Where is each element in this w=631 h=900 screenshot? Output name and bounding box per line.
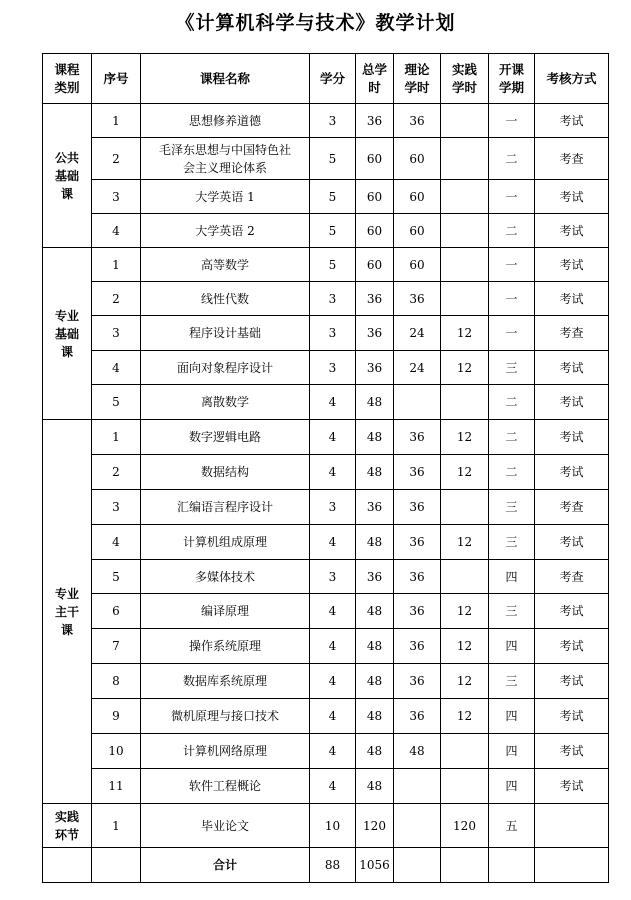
course-theory-hours	[394, 385, 441, 420]
course-term: 三	[489, 490, 535, 525]
course-assessment: 考试	[535, 664, 609, 699]
table-row	[43, 138, 609, 180]
header-term: 开课 学期	[489, 54, 535, 104]
header-category: 课程 类别	[43, 54, 92, 104]
course-term: 一	[489, 180, 535, 214]
course-term: 一	[489, 316, 535, 351]
course-total-hours: 48	[356, 769, 394, 804]
course-credit: 4	[310, 420, 356, 455]
course-credit: 4	[310, 525, 356, 560]
course-number: 10	[92, 734, 141, 769]
course-practice-hours: 12	[441, 455, 489, 490]
course-credit: 4	[310, 769, 356, 804]
course-theory-hours: 36	[394, 560, 441, 594]
course-practice-hours: 120	[441, 804, 489, 848]
total-hours: 1056	[356, 848, 394, 883]
course-number: 11	[92, 769, 141, 804]
course-credit: 5	[310, 138, 356, 180]
course-name: 高等数学	[141, 248, 310, 282]
course-credit: 4	[310, 594, 356, 629]
course-number: 1	[92, 104, 141, 138]
course-number: 1	[92, 420, 141, 455]
course-theory-hours: 60	[394, 248, 441, 282]
course-theory-hours: 36	[394, 525, 441, 560]
header-theory-hours: 理论 学时	[394, 54, 441, 104]
course-term: 三	[489, 525, 535, 560]
course-practice-hours: 12	[441, 316, 489, 351]
course-total-hours: 48	[356, 385, 394, 420]
course-credit: 4	[310, 699, 356, 734]
course-total-hours: 36	[356, 351, 394, 385]
course-term: 二	[489, 214, 535, 248]
course-practice-hours	[441, 248, 489, 282]
course-theory-hours: 36	[394, 699, 441, 734]
course-number: 5	[92, 385, 141, 420]
total-credit: 88	[310, 848, 356, 883]
table-row	[43, 769, 609, 804]
course-theory-hours	[394, 804, 441, 848]
course-name: 程序设计基础	[141, 316, 310, 351]
course-term: 二	[489, 420, 535, 455]
course-theory-hours: 60	[394, 138, 441, 180]
table-row	[43, 104, 609, 138]
total-label: 合计	[141, 848, 310, 883]
teaching-plan-table	[42, 53, 609, 883]
course-total-hours: 48	[356, 664, 394, 699]
course-number: 1	[92, 804, 141, 848]
course-practice-hours	[441, 282, 489, 316]
course-name: 微机原理与接口技术	[141, 699, 310, 734]
header-practice-hours: 实践 学时	[441, 54, 489, 104]
table-row	[43, 455, 609, 490]
course-total-hours: 48	[356, 525, 394, 560]
course-name: 编译原理	[141, 594, 310, 629]
course-assessment: 考试	[535, 734, 609, 769]
course-practice-hours	[441, 214, 489, 248]
course-term: 三	[489, 664, 535, 699]
total-empty-cell	[535, 848, 609, 883]
course-practice-hours	[441, 385, 489, 420]
course-name: 汇编语言程序设计	[141, 490, 310, 525]
total-empty-cell	[441, 848, 489, 883]
course-credit: 3	[310, 316, 356, 351]
course-practice-hours	[441, 180, 489, 214]
course-assessment: 考试	[535, 629, 609, 664]
header-total-hours: 总学 时	[356, 54, 394, 104]
course-assessment: 考查	[535, 316, 609, 351]
course-number: 2	[92, 282, 141, 316]
course-practice-hours: 12	[441, 351, 489, 385]
course-total-hours: 36	[356, 560, 394, 594]
table-row	[43, 214, 609, 248]
course-assessment: 考试	[535, 282, 609, 316]
page-title: 《计算机科学与技术》教学计划	[175, 12, 456, 34]
course-number: 5	[92, 560, 141, 594]
course-theory-hours: 24	[394, 351, 441, 385]
course-number: 3	[92, 316, 141, 351]
course-term: 一	[489, 282, 535, 316]
course-number: 4	[92, 214, 141, 248]
course-practice-hours: 12	[441, 420, 489, 455]
table-row	[43, 351, 609, 385]
course-assessment: 考试	[535, 769, 609, 804]
course-practice-hours: 12	[441, 594, 489, 629]
course-theory-hours: 24	[394, 316, 441, 351]
course-name: 软件工程概论	[141, 769, 310, 804]
course-practice-hours: 12	[441, 664, 489, 699]
table-row	[43, 664, 609, 699]
table-row	[43, 560, 609, 594]
category-cell: 专业 基础 课	[43, 248, 92, 420]
course-credit: 5	[310, 248, 356, 282]
course-number: 9	[92, 699, 141, 734]
course-assessment: 考试	[535, 385, 609, 420]
course-name: 数据结构	[141, 455, 310, 490]
course-name: 思想修养道德	[141, 104, 310, 138]
course-total-hours: 48	[356, 629, 394, 664]
table-header	[43, 54, 609, 104]
course-practice-hours	[441, 104, 489, 138]
course-assessment: 考试	[535, 525, 609, 560]
course-term: 三	[489, 351, 535, 385]
table-row	[43, 248, 609, 282]
table-row	[43, 699, 609, 734]
course-total-hours: 48	[356, 420, 394, 455]
course-term: 四	[489, 699, 535, 734]
category-cell: 专业 主干 课	[43, 420, 92, 804]
course-assessment: 考试	[535, 180, 609, 214]
course-theory-hours: 36	[394, 282, 441, 316]
table-row	[43, 316, 609, 351]
course-name: 线性代数	[141, 282, 310, 316]
course-total-hours: 36	[356, 490, 394, 525]
course-number: 1	[92, 248, 141, 282]
course-practice-hours: 12	[441, 699, 489, 734]
course-theory-hours: 36	[394, 594, 441, 629]
course-total-hours: 120	[356, 804, 394, 848]
course-credit: 10	[310, 804, 356, 848]
course-assessment	[535, 804, 609, 848]
course-total-hours: 36	[356, 104, 394, 138]
course-number: 2	[92, 138, 141, 180]
table-row	[43, 385, 609, 420]
course-term: 五	[489, 804, 535, 848]
course-assessment: 考试	[535, 214, 609, 248]
course-assessment: 考试	[535, 248, 609, 282]
header-course-name: 课程名称	[141, 54, 310, 104]
course-name: 数据库系统原理	[141, 664, 310, 699]
course-credit: 3	[310, 490, 356, 525]
course-total-hours: 48	[356, 455, 394, 490]
course-assessment: 考查	[535, 560, 609, 594]
course-name: 计算机网络原理	[141, 734, 310, 769]
total-empty-cell	[489, 848, 535, 883]
course-name: 计算机组成原理	[141, 525, 310, 560]
course-assessment: 考试	[535, 351, 609, 385]
course-theory-hours: 60	[394, 214, 441, 248]
course-practice-hours	[441, 734, 489, 769]
course-assessment: 考查	[535, 138, 609, 180]
course-theory-hours: 60	[394, 180, 441, 214]
category-cell: 实践 环节	[43, 804, 92, 848]
course-term: 一	[489, 248, 535, 282]
header-credit: 学分	[310, 54, 356, 104]
course-number: 3	[92, 180, 141, 214]
course-credit: 3	[310, 560, 356, 594]
course-theory-hours: 36	[394, 490, 441, 525]
course-name: 数字逻辑电路	[141, 420, 310, 455]
course-theory-hours: 36	[394, 629, 441, 664]
course-term: 二	[489, 138, 535, 180]
course-total-hours: 60	[356, 138, 394, 180]
total-empty-cell	[394, 848, 441, 883]
course-total-hours: 60	[356, 248, 394, 282]
course-theory-hours: 48	[394, 734, 441, 769]
course-practice-hours: 12	[441, 629, 489, 664]
course-assessment: 考试	[535, 420, 609, 455]
course-assessment: 考查	[535, 490, 609, 525]
table-row	[43, 594, 609, 629]
total-empty-cell	[92, 848, 141, 883]
course-theory-hours: 36	[394, 455, 441, 490]
course-name: 离散数学	[141, 385, 310, 420]
course-practice-hours	[441, 138, 489, 180]
course-name: 面向对象程序设计	[141, 351, 310, 385]
table-body	[43, 104, 609, 883]
course-theory-hours: 36	[394, 664, 441, 699]
course-total-hours: 60	[356, 214, 394, 248]
total-empty-cell	[43, 848, 92, 883]
course-credit: 4	[310, 385, 356, 420]
course-term: 四	[489, 629, 535, 664]
course-number: 7	[92, 629, 141, 664]
course-total-hours: 36	[356, 316, 394, 351]
course-theory-hours	[394, 769, 441, 804]
course-credit: 4	[310, 664, 356, 699]
table-row	[43, 490, 609, 525]
course-number: 3	[92, 490, 141, 525]
course-total-hours: 36	[356, 282, 394, 316]
course-term: 二	[489, 455, 535, 490]
table-row	[43, 804, 609, 848]
course-number: 2	[92, 455, 141, 490]
table-row	[43, 180, 609, 214]
table-row	[43, 282, 609, 316]
course-assessment: 考试	[535, 699, 609, 734]
course-credit: 4	[310, 455, 356, 490]
course-credit: 5	[310, 180, 356, 214]
header-number: 序号	[92, 54, 141, 104]
course-credit: 4	[310, 734, 356, 769]
table-row	[43, 420, 609, 455]
course-name: 多媒体技术	[141, 560, 310, 594]
course-name: 大学英语 2	[141, 214, 310, 248]
course-term: 四	[489, 734, 535, 769]
course-assessment: 考试	[535, 455, 609, 490]
course-theory-hours: 36	[394, 104, 441, 138]
course-total-hours: 60	[356, 180, 394, 214]
course-number: 4	[92, 351, 141, 385]
course-number: 8	[92, 664, 141, 699]
course-total-hours: 48	[356, 699, 394, 734]
course-name: 操作系统原理	[141, 629, 310, 664]
course-number: 4	[92, 525, 141, 560]
header-assessment: 考核方式	[535, 54, 609, 104]
course-credit: 3	[310, 351, 356, 385]
course-assessment: 考试	[535, 104, 609, 138]
course-credit: 5	[310, 214, 356, 248]
course-practice-hours	[441, 769, 489, 804]
course-credit: 3	[310, 282, 356, 316]
header-row	[43, 54, 609, 104]
course-term: 二	[489, 385, 535, 420]
course-name: 大学英语 1	[141, 180, 310, 214]
course-term: 一	[489, 104, 535, 138]
course-practice-hours	[441, 490, 489, 525]
course-total-hours: 48	[356, 594, 394, 629]
course-number: 6	[92, 594, 141, 629]
table-row	[43, 525, 609, 560]
course-credit: 4	[310, 629, 356, 664]
course-assessment: 考试	[535, 594, 609, 629]
course-name: 毛泽东思想与中国特色社 会主义理论体系	[141, 138, 310, 180]
course-total-hours: 48	[356, 734, 394, 769]
course-term: 四	[489, 560, 535, 594]
course-practice-hours	[441, 560, 489, 594]
course-term: 三	[489, 594, 535, 629]
course-practice-hours: 12	[441, 525, 489, 560]
course-theory-hours: 36	[394, 420, 441, 455]
course-name: 毕业论文	[141, 804, 310, 848]
course-credit: 3	[310, 104, 356, 138]
table-row	[43, 734, 609, 769]
course-term: 四	[489, 769, 535, 804]
total-row	[43, 848, 609, 883]
category-cell: 公共 基础 课	[43, 104, 92, 248]
table-row	[43, 629, 609, 664]
